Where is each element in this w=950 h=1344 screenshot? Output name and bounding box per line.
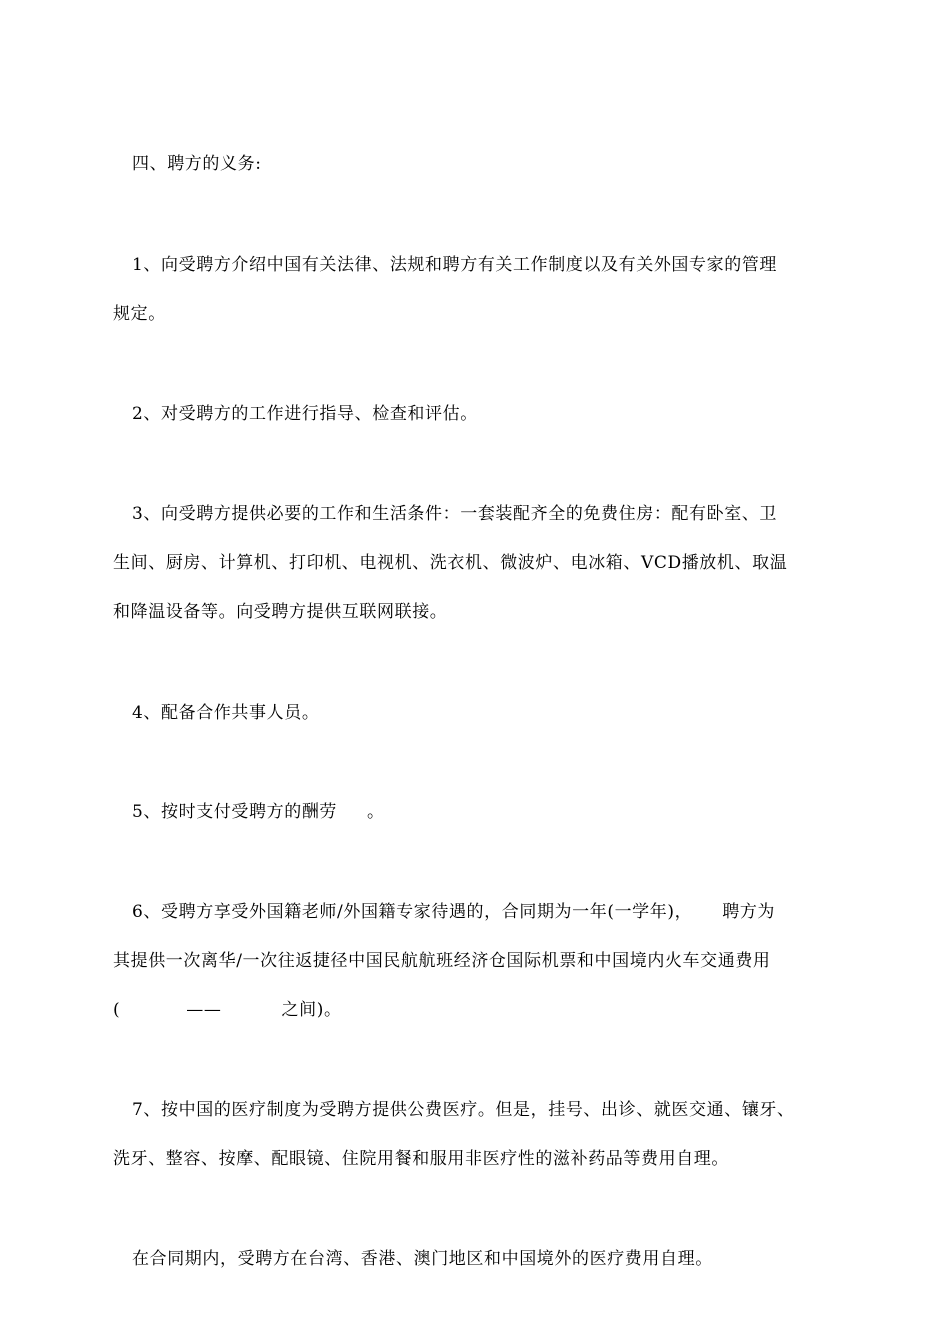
item-6-line-2: 其提供一次离华/一次往返捷径中国民航航班经济仓国际机票和中国境内火车交通费用 [113, 951, 771, 971]
item-1-line-2: 规定。 [113, 304, 166, 324]
closing-note: 在合同期内，受聘方在台湾、香港、澳门地区和中国境外的医疗费用自理。 [132, 1249, 713, 1269]
item-7-line-2: 洗牙、整容、按摩、配眼镜、住院用餐和服用非医疗性的滋补药品等费用自理。 [113, 1149, 729, 1169]
item-3-line-1: 3、向受聘方提供必要的工作和生活条件：一套装配齐全的免费住房：配有卧室、卫 [132, 504, 778, 524]
item-3-line-2: 生间、厨房、计算机、打印机、电视机、洗衣机、微波炉、电冰箱、VCD播放机、取温 [113, 553, 788, 573]
item-3-line-3: 和降温设备等。向受聘方提供互联网联接。 [113, 602, 448, 622]
item-5-line-1: 5、按时支付受聘方的酬劳 。 [132, 802, 385, 822]
item-6-line-1: 6、受聘方享受外国籍老师/外国籍专家待遇的，合同期为一年(一学年)， 聘方为 [132, 902, 776, 922]
item-7-line-1: 7、按中国的医疗制度为受聘方提供公费医疗。但是，挂号、出诊、就医交通、镶牙、 [132, 1100, 795, 1120]
item-1-line-1: 1、向受聘方介绍中国有关法律、法规和聘方有关工作制度以及有关外国专家的管理 [132, 255, 778, 275]
item-4-line-1: 4、配备合作共事人员。 [132, 703, 320, 723]
item-2-line-1: 2、对受聘方的工作进行指导、检查和评估。 [132, 404, 478, 424]
item-6-line-3: ( —— 之间)。 [113, 1000, 342, 1020]
section-heading: 四、聘方的义务: [132, 154, 262, 174]
